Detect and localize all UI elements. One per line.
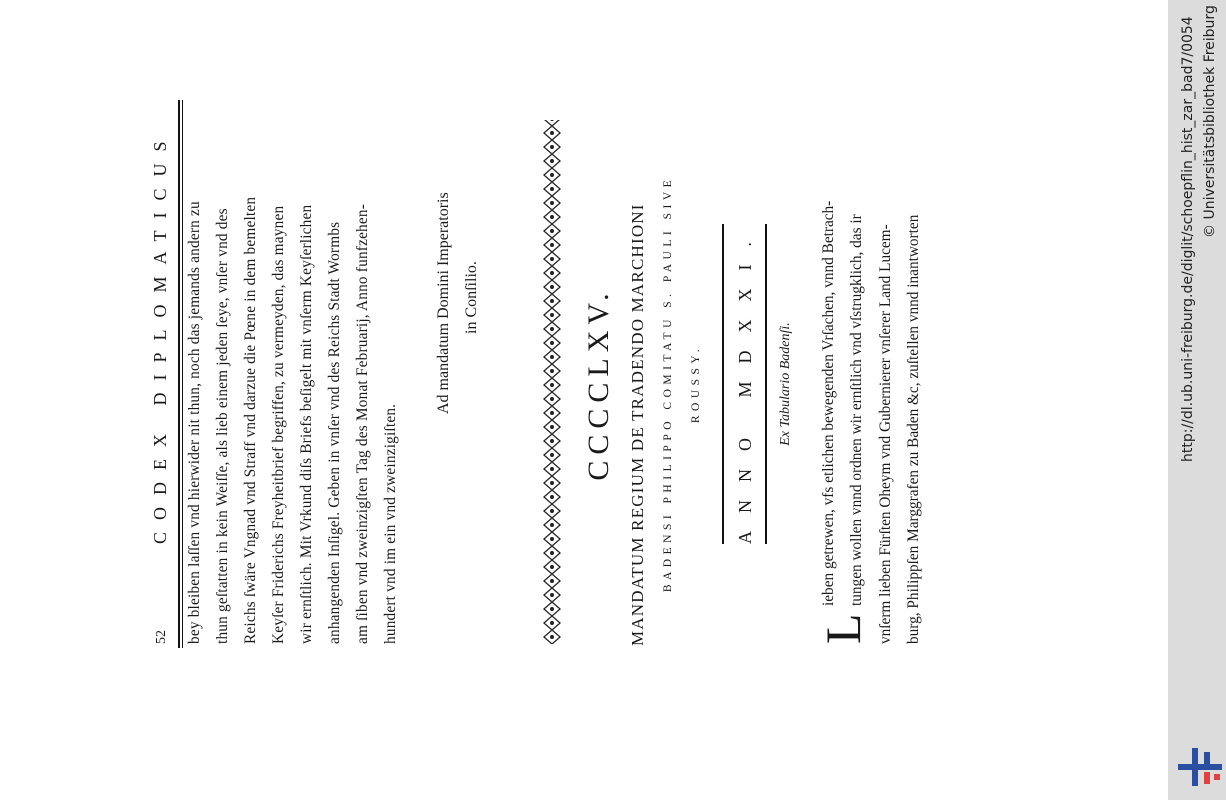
document-title-line2: BADENSI PHILIPPO COMITATU S. PAULI SIVE (662, 175, 674, 593)
text-line: anhangenden Inſigel. Geben in vnſer vnd des Reichs Stadt Wormbs (326, 221, 343, 644)
text-line: am ſiben vnd zweinzigſten Tag des Monat Februarij, Anno funfzehen- (354, 203, 371, 644)
copyright-notice: © Universitätsbibliothek Freiburg (1202, 5, 1218, 238)
year-rule-bottom (765, 224, 767, 544)
text-line: vnſerm lieben Fürſten Oheym vnd Gubernierer vnſerer Land Lucem- (877, 224, 894, 644)
source-note: Ex Tabulario Badenſi. (778, 322, 793, 446)
text-line: thun geſtatten in kein Weiſſe, als lieb einem jeden ſeye, vnſer vnd des (214, 208, 231, 644)
header-rule (178, 100, 180, 648)
text-line: burg, Philippſen Marggrafen zu Baden &c, zuſtellen vnnd inantworten (905, 214, 922, 644)
book-page (150, 104, 946, 664)
text-line: bey bleiben laſſen vnd hierwider nit thun, noch das jemands andern zu (186, 201, 203, 644)
document-title: MANDATUM REGIUM DE TRADENDO MARCHIONI (628, 203, 647, 646)
text-line: ieben getrewen, vfs etlichen bewegenden Vrſachen, vnnd Betrach- (820, 200, 837, 606)
document-year: ANNO MDXXI. (735, 224, 755, 544)
text-line: wir ernſtlich. Mit Vrkund diſs Briefs beſigelt mit vnſerm Keyſerlichen (298, 204, 315, 644)
text-line: hundert vnd im ein vnd zweinzigiſten. (382, 403, 399, 644)
text-line: Reichs ſwäre Vngnad vnd Straff vnd darzue die Pœne in dem bemelten (242, 196, 259, 644)
mandate-line: in Conſilio. (463, 261, 480, 334)
page-number: 52 (154, 630, 169, 644)
text-line: tungen wollen vnnd ordnen wir ernſtlich vnd vſstrugklich, das ir (848, 214, 865, 606)
document-number: CCCCLXV. (582, 287, 615, 481)
text-line: Keyſer Friderichs Freyheitbrief begriffen, zu vermeyden, das maynen (270, 205, 287, 644)
library-logo-icon (1178, 748, 1222, 786)
document-title-line3: ROUSSY. (690, 344, 702, 424)
drop-cap: L (815, 613, 871, 644)
mandate-line: Ad mandatum Domini Imperatoris (435, 192, 452, 414)
source-url[interactable]: http://dl.ub.uni-freiburg.de/diglit/schoepflin_hist_zar_bad7/0054 (1180, 16, 1196, 462)
running-head: CODEX DIPLOMATICUS (150, 129, 170, 544)
header-rule-thin (182, 100, 183, 648)
year-rule-top (722, 224, 724, 544)
ornament-border (541, 120, 563, 644)
